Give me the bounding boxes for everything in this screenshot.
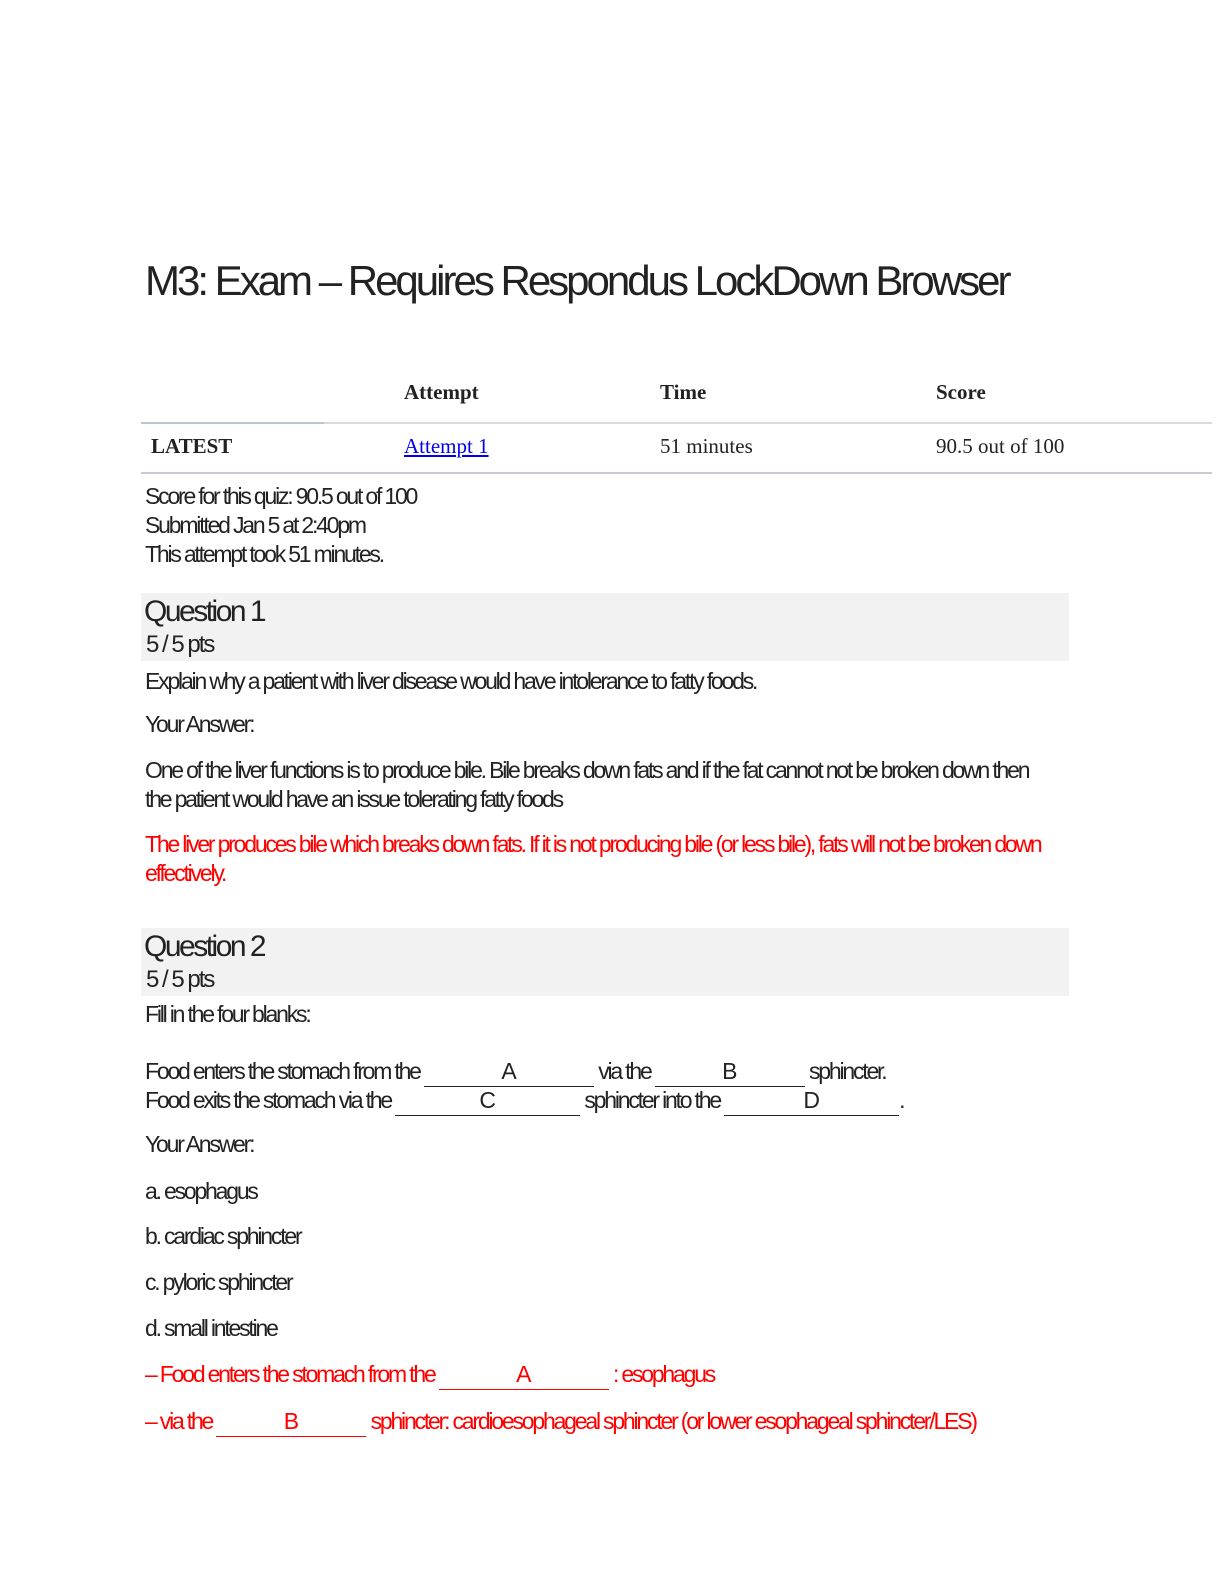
question-2-feedback-a — [145, 1360, 1065, 1390]
blank-b: B — [655, 1057, 805, 1087]
attempts-table — [141, 376, 1212, 458]
score-column-header: Score — [936, 380, 986, 404]
question-2-line-2 — [145, 1086, 1065, 1116]
attempt-score: 90.5 out of 100 — [936, 434, 1065, 458]
table-bottom-divider — [141, 472, 1212, 474]
fill-text: sphincter into the — [584, 1087, 720, 1113]
fill-text: sphincter. — [808, 1058, 886, 1084]
question-2-feedback-b — [145, 1407, 1065, 1437]
question-2-title: Question 2 — [144, 930, 265, 963]
question-1-answer-label: Your Answer: — [145, 711, 254, 737]
question-1-title: Question 1 — [144, 595, 265, 628]
question-2-answer-a: a. esophagus — [145, 1178, 257, 1204]
attempt-duration: This attempt took 51 minutes. — [145, 541, 383, 567]
question-2-line-1 — [145, 1057, 1065, 1087]
submitted-time: Submitted Jan 5 at 2:40pm — [145, 512, 365, 538]
attempts-header-row — [141, 376, 1212, 422]
fill-text: via the — [598, 1058, 651, 1084]
feedback-blank-a: A — [439, 1360, 609, 1390]
question-2-answer-c: c. pyloric sphincter — [145, 1269, 292, 1295]
table-divider — [141, 422, 1212, 424]
question-2-points: 5 / 5 pts — [146, 966, 214, 993]
blank-a: A — [424, 1057, 594, 1087]
attempt-time: 51 minutes — [660, 434, 753, 458]
feedback-blank-b: B — [216, 1407, 366, 1437]
question-2-answer-d: d. small intestine — [145, 1315, 277, 1341]
attempt-link[interactable]: Attempt 1 — [404, 434, 489, 458]
question-2-answer-b: b. cardiac sphincter — [145, 1223, 301, 1249]
question-1-feedback: The liver produces bile which breaks down fats. If it is not producing bile (or less bile), fats will not be broken down effectively. — [145, 831, 1041, 886]
question-2-prompt: Fill in the four blanks: — [145, 1001, 310, 1027]
question-1-points: 5 / 5 pts — [146, 631, 214, 658]
question-1-header — [141, 593, 1069, 661]
fill-text: Food exits the stomach via the — [145, 1087, 391, 1113]
question-2-header — [141, 928, 1069, 996]
page-title: M3: Exam – Requires Respondus LockDown Browser — [145, 257, 1009, 304]
blank-d: D — [724, 1086, 899, 1116]
question-1-answer: One of the liver functions is to produce bile. Bile breaks down fats and if the fat cannot not be broken down then the patient would have an issue tolerating fatty foods — [145, 757, 1029, 812]
feedback-text: sphincter: cardioesophageal sphincter (or lower esophageal sphincter/LES) — [370, 1408, 976, 1434]
quiz-score: Score for this quiz: 90.5 out of 100 — [145, 483, 417, 509]
feedback-text: : esophagus — [612, 1361, 715, 1387]
fill-text: Food enters the stomach from the — [145, 1058, 420, 1084]
quiz-summary — [145, 482, 1045, 569]
question-1-prompt: Explain why a patient with liver disease would have intolerance to fatty foods. — [145, 668, 757, 694]
latest-label: LATEST — [151, 434, 233, 458]
time-column-header: Time — [660, 380, 707, 404]
fill-text: . — [899, 1087, 904, 1113]
attempt-column-header: Attempt — [404, 380, 479, 404]
blank-c: C — [395, 1086, 580, 1116]
feedback-text: – Food enters the stomach from the — [145, 1361, 435, 1387]
question-2-answer-label: Your Answer: — [145, 1131, 254, 1157]
feedback-text: – via the — [145, 1408, 213, 1434]
